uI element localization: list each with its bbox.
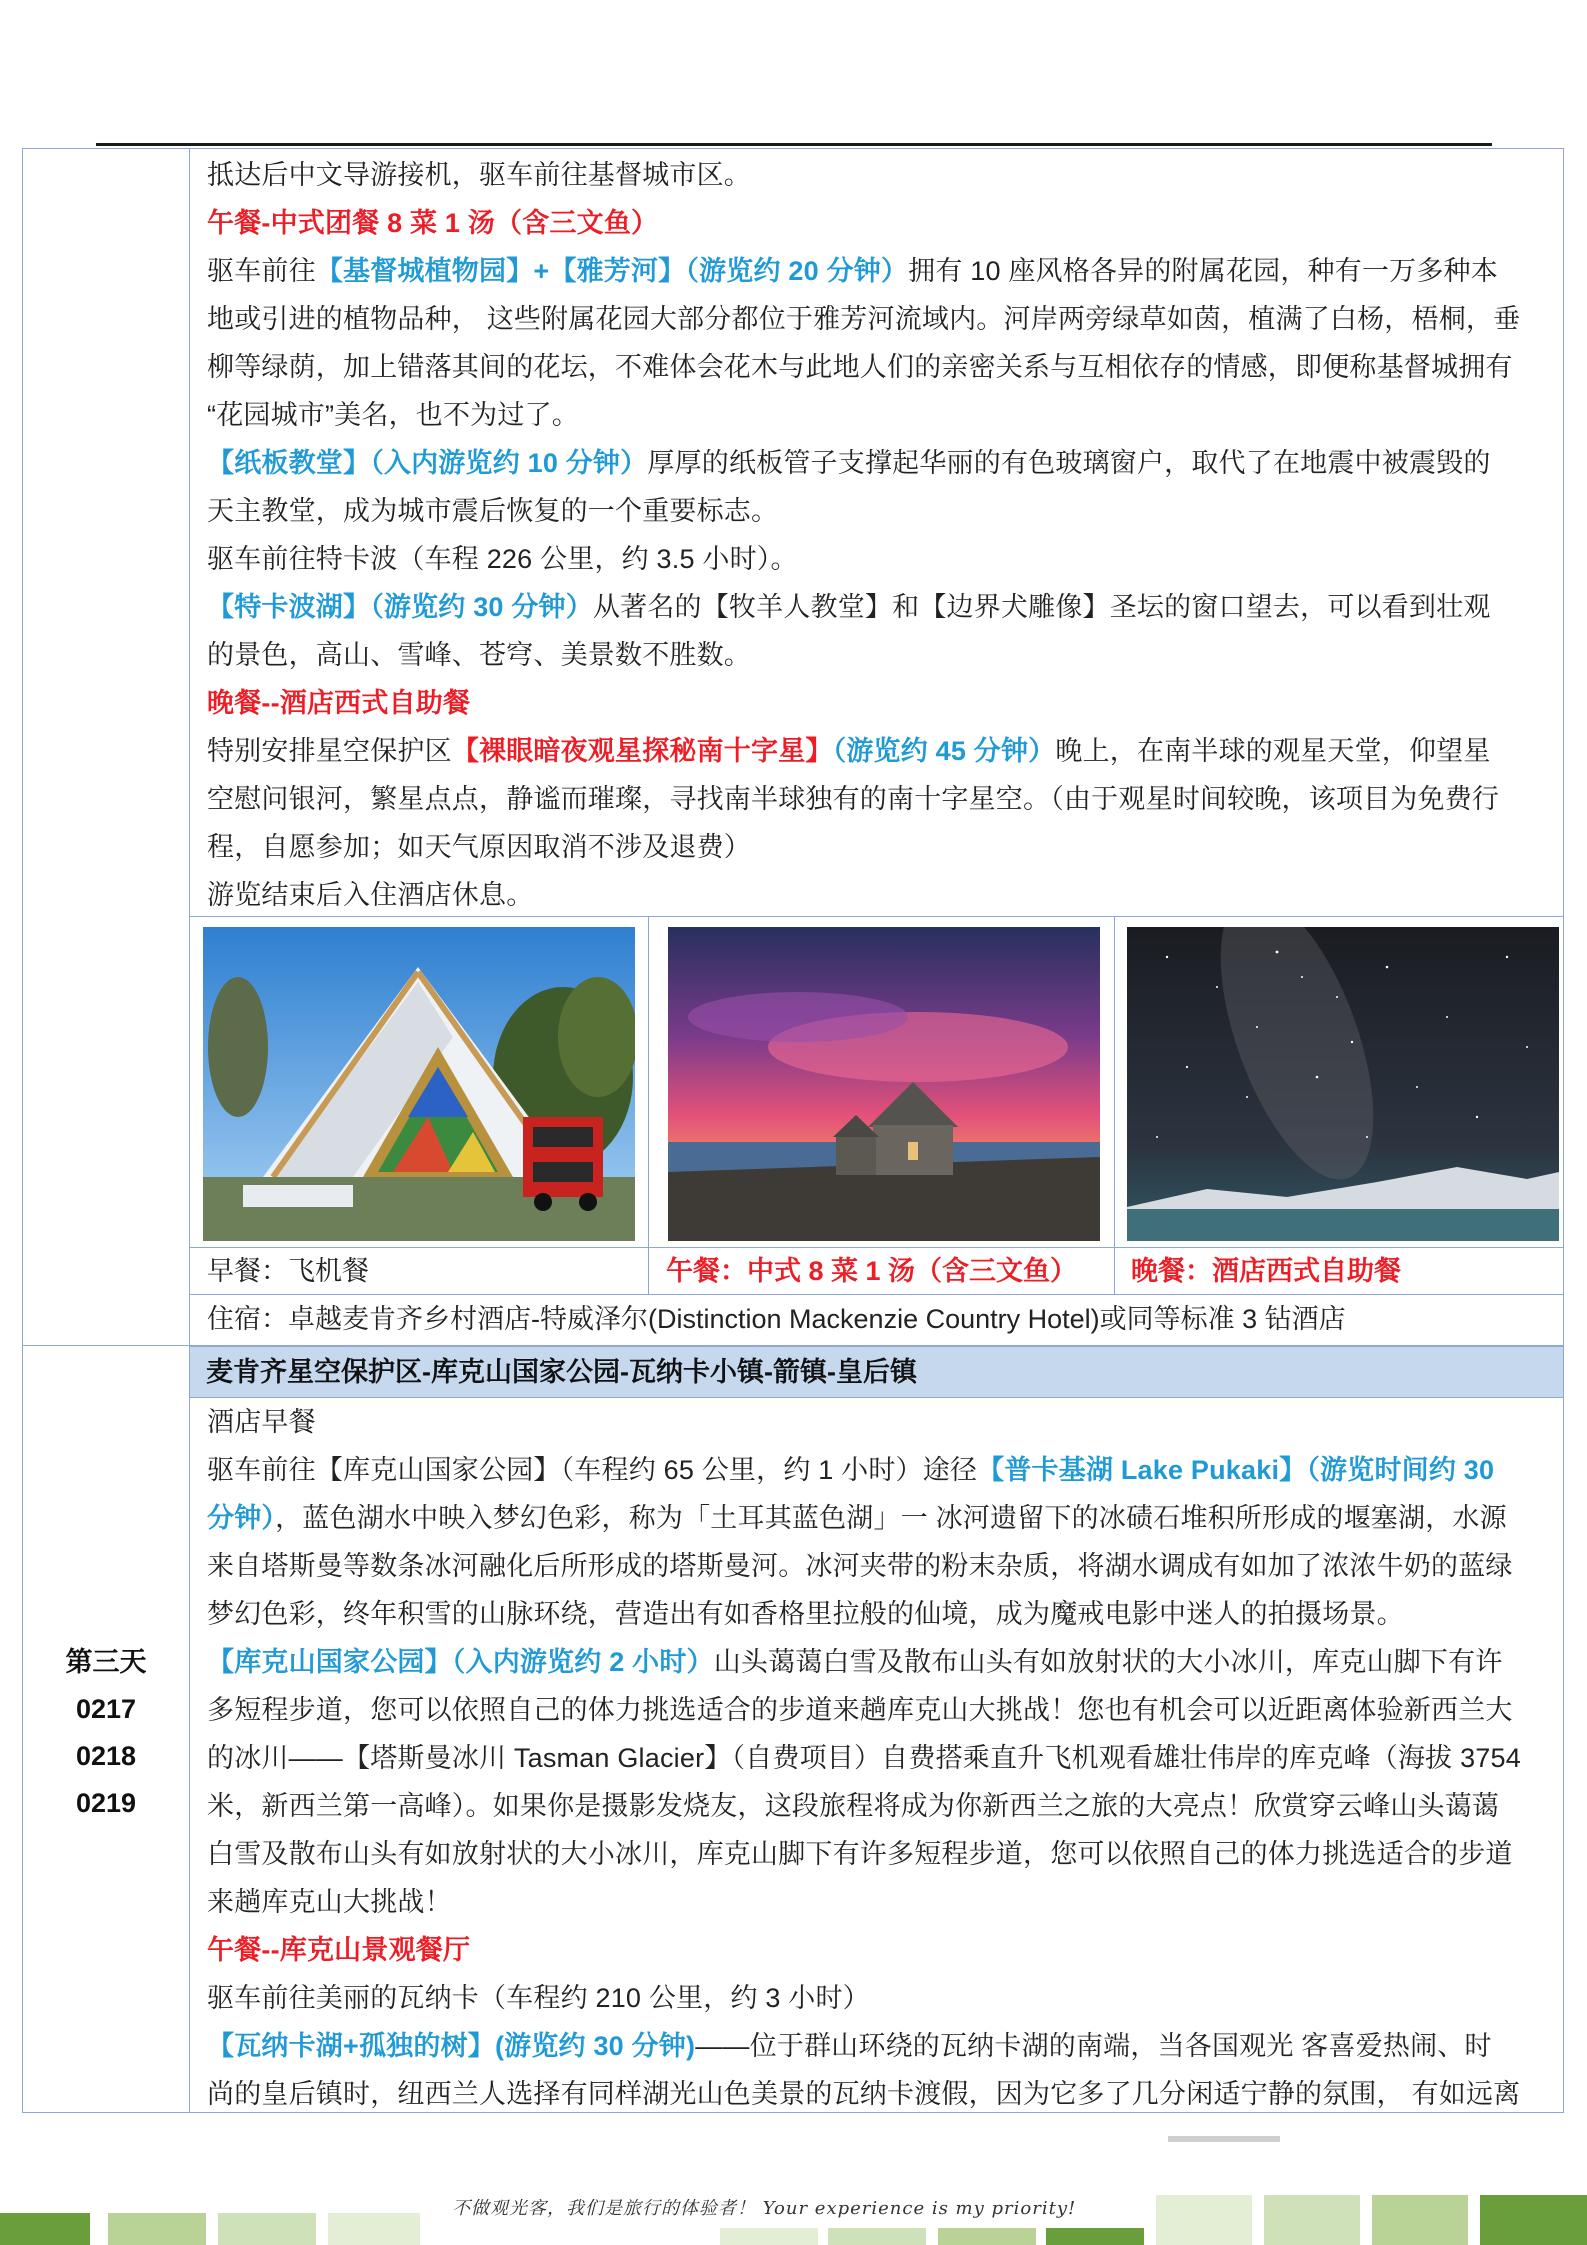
footer-block	[1372, 2195, 1468, 2245]
body-text: 空慰问银河，繁星点点，静谧而璀璨，寻找南半球独有的南十字星空。（由于观星时间较晚，该项目为免费行	[207, 784, 1500, 814]
footer-block	[1046, 2228, 1144, 2245]
body-text: 来趟库克山大挑战！	[207, 1887, 452, 1917]
day2-line	[207, 631, 1557, 679]
header-rule	[96, 143, 1492, 146]
body-text: 晚上，在南半球的观星天堂，仰望星	[1055, 736, 1491, 766]
attraction-name: 【普卡基湖 Lake Pukaki】（游览时间约 30	[977, 1455, 1495, 1485]
body-text: ——位于群山环绕的瓦纳卡湖的南端，当各国观光 客喜爱热闹、时	[695, 2031, 1492, 2061]
day2-line	[207, 535, 1557, 583]
highlight-red-text: 【裸眼暗夜观星探秘南十字星】	[451, 736, 833, 766]
footer-block	[1156, 2195, 1252, 2245]
day3-line	[207, 2070, 1557, 2118]
body-text: 米，新西兰第一高峰）。如果你是摄影发烧友，这段旅程将成为你新西兰之旅的大亮点！欣赏穿云峰山头蔼蔼	[207, 1791, 1500, 1821]
attraction-name: 【瓦纳卡湖+孤独的树】(游览约 30 分钟)	[207, 2031, 696, 2061]
body-text: 从著名的【牧羊人教堂】和【边界犬雕像】圣坛的窗口望去，可以看到壮观	[592, 592, 1491, 622]
day3-line	[207, 1494, 1557, 1542]
body-text: 天主教堂，成为城市震后恢复的一个重要标志。	[207, 496, 779, 526]
body-text: 抵达后中文导游接机，驱车前往基督城市区。	[207, 160, 751, 190]
breakfast-label: 早餐：飞机餐	[207, 1256, 369, 1286]
body-text: 多短程步道，您可以依照自己的体力挑选适合的步道来趟库克山大挑战！您也有机会可以近距离体验新西兰大	[207, 1695, 1513, 1725]
footer-block	[938, 2228, 1036, 2245]
day3-route-title: 麦肯齐星空保护区-库克山国家公园-瓦纳卡小镇-箭镇-皇后镇	[206, 1357, 917, 1387]
meals-row	[23, 1248, 1563, 1294]
day2-line	[207, 295, 1557, 343]
body-text: “花园城市”美名，也不为过了。	[207, 400, 579, 430]
footer-block	[720, 2228, 818, 2245]
body-text: 厚厚的纸板管子支撑起华丽的有色玻璃窗户，取代了在地震中被震毁的	[647, 448, 1491, 478]
day3-line	[207, 1974, 1557, 2022]
day2-line	[207, 151, 1557, 199]
highlight-red-text: 晚餐--酒店西式自助餐	[207, 688, 471, 718]
footer-block	[0, 2213, 90, 2245]
body-text: 驱车前往	[207, 256, 316, 286]
dinner-label: 晚餐：酒店西式自助餐	[1131, 1256, 1401, 1286]
day3-line	[207, 1398, 1557, 1446]
highlight-red-text: 午餐-中式团餐 8 菜 1 汤（含三文鱼）	[207, 208, 659, 238]
day3-description	[207, 1398, 1557, 2118]
day2-line	[207, 775, 1557, 823]
day3-line	[207, 1878, 1557, 1926]
body-text: 柳等绿荫，加上错落其间的花坛，不难体会花木与此地人们的亲密关系与互相依存的情感，即便称基督城拥有	[207, 352, 1513, 382]
body-text: 酒店早餐	[207, 1407, 316, 1437]
day3-title: 第三天	[65, 1647, 147, 1677]
body-text: 地或引进的植物品种， 这些附属花园大部分都位于雅芳河流域内。河岸两旁绿草如茵，植满了白杨，梧桐，垂	[207, 304, 1521, 334]
hotel-label: 住宿：卓越麦肯齐乡村酒店-特威泽尔(Distinction Mackenzie Country Hotel)或同等标准 3 钻酒店	[207, 1304, 1346, 1334]
attraction-name: 【库克山国家公园】（入内游览约 2 小时）	[207, 1647, 714, 1677]
good-shepherd-church-photo	[668, 927, 1100, 1241]
day3-line	[207, 2022, 1557, 2070]
day2-line	[207, 823, 1557, 871]
body-text: 梦幻色彩，终年积雪的山脉环绕，营造出有如香格里拉般的仙境，成为魔戒电影中迷人的拍摄场景。	[207, 1599, 1404, 1629]
scroll-indicator	[1168, 2136, 1280, 2142]
attraction-name: （游览约 45 分钟）	[832, 736, 1056, 766]
body-text: 驱车前往美丽的瓦纳卡（车程约 210 公里，约 3 小时）	[207, 1983, 870, 2013]
body-text: 山头蔼蔼白雪及散布山头有如放射状的大小冰川，库克山脚下有许	[713, 1647, 1503, 1677]
footer-block	[1480, 2195, 1587, 2245]
footer-block	[328, 2213, 420, 2245]
body-text: 的冰川——【塔斯曼冰川 Tasman Glacier】（自费项目）自费搭乘直升飞机观看雄壮伟岸的库克峰（海拔 3754	[207, 1743, 1521, 1773]
day2-line	[207, 391, 1557, 439]
day3-date-label	[23, 1639, 189, 1827]
body-text: 特别安排星空保护区	[207, 736, 452, 766]
body-text: 白雪及散布山头有如放射状的大小冰川，库克山脚下有许多短程步道，您可以依照自己的体力挑选适合的步道	[207, 1839, 1513, 1869]
footer-block	[828, 2228, 926, 2245]
cardboard-cathedral-photo	[203, 927, 635, 1241]
highlight-red-text: 午餐--库克山景观餐厅	[207, 1935, 471, 1965]
body-text: 驱车前往【库克山国家公园】（车程约 65 公里，约 1 小时）途径	[207, 1455, 978, 1485]
footer-block	[1264, 2195, 1360, 2245]
lunch-label: 午餐：中式 8 菜 1 汤（含三文鱼）	[666, 1256, 1078, 1286]
attraction-name: 【纸板教堂】（入内游览约 10 分钟）	[207, 448, 648, 478]
day2-line	[207, 871, 1557, 919]
attraction-name: 分钟）	[207, 1503, 276, 1533]
day3-date-1: 0217	[75, 1694, 137, 1724]
day3-line	[207, 1782, 1557, 1830]
row-divider	[190, 1294, 1563, 1295]
body-text: 的景色，高山、雪峰、苍穹、美景数不胜数。	[207, 640, 751, 670]
day3-route-header	[190, 1346, 1563, 1398]
day2-line	[207, 343, 1557, 391]
day3-line	[207, 1542, 1557, 1590]
day2-line	[207, 679, 1557, 727]
day3-line	[207, 1638, 1557, 1686]
body-text: 拥有 10 座风格各异的附属花园，种有一万多种本	[908, 256, 1498, 286]
footer-block	[218, 2213, 316, 2245]
day2-line	[207, 727, 1557, 775]
footer-block	[108, 2213, 206, 2245]
day2-line	[207, 247, 1557, 295]
day3-line	[207, 1926, 1557, 1974]
day2-description	[207, 151, 1557, 919]
attraction-name: 【特卡波湖】（游览约 30 分钟）	[207, 592, 593, 622]
itinerary-table	[22, 148, 1564, 2113]
body-text: ，蓝色湖水中映入梦幻色彩，称为「土耳其蓝色湖」一 冰河遗留下的冰碛石堆积所形成的堰塞湖，水源	[275, 1503, 1507, 1533]
attraction-name: 【基督城植物园】+【雅芳河】（游览约 20 分钟）	[315, 256, 909, 286]
starry-sky-photo	[1127, 927, 1559, 1241]
day2-line	[207, 583, 1557, 631]
day2-line	[207, 439, 1557, 487]
body-text: 游览结束后入住酒店休息。	[207, 880, 534, 910]
day3-line	[207, 1590, 1557, 1638]
body-text: 尚的皇后镇时，纽西兰人选择有同样湖光山色美景的瓦纳卡渡假，因为它多了几分闲适宁静的氛围， 有如远离	[207, 2079, 1521, 2109]
day2-line	[207, 487, 1557, 535]
body-text: 程，自愿参加；如天气原因取消不涉及退费）	[207, 832, 751, 862]
day2-line	[207, 199, 1557, 247]
day3-line	[207, 1830, 1557, 1878]
photo-row	[23, 917, 1563, 1247]
day3-date-2: 0218	[75, 1741, 137, 1771]
day3-date-3: 0219	[75, 1788, 137, 1818]
footer-slogan: 不做观光客，我们是旅行的体验者！ Your experience is my priority!	[452, 2198, 1077, 2219]
body-text: 驱车前往特卡波（车程 226 公里，约 3.5 小时）。	[207, 544, 798, 574]
day3-line	[207, 1734, 1557, 1782]
body-text: 来自塔斯曼等数条冰河融化后所形成的塔斯曼河。冰河夹带的粉末杂质，将湖水调成有如加了浓浓牛奶的蓝绿	[207, 1551, 1513, 1581]
day3-line	[207, 1446, 1557, 1494]
day3-line	[207, 1686, 1557, 1734]
